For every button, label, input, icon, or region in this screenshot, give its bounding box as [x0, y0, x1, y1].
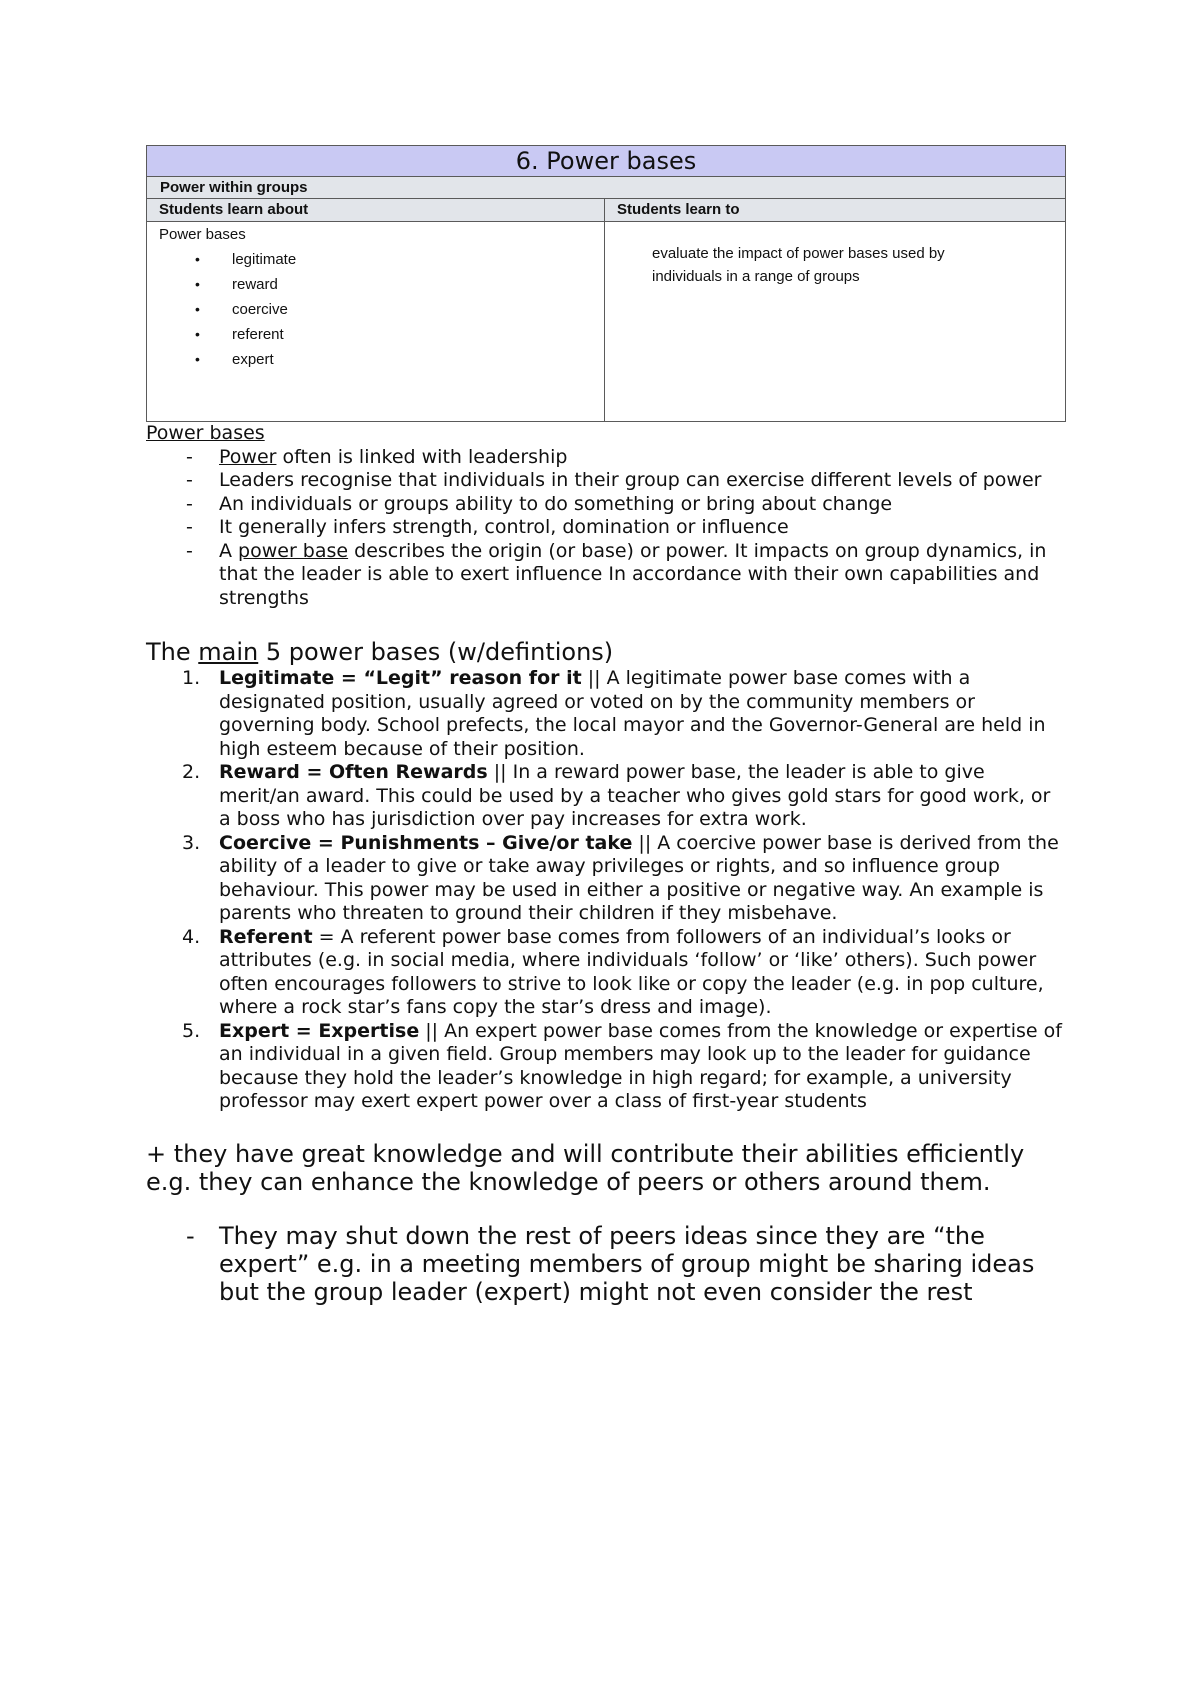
document-content — [146, 145, 1064, 1306]
list-item: • legitimate — [159, 247, 604, 272]
dash-marker: - — [186, 516, 193, 538]
list-item: - Power often is linked with leadership — [146, 446, 1064, 470]
bullet-icon: • — [195, 326, 200, 342]
col-learn-about-header: Students learn about — [147, 199, 605, 221]
power-bases-definitions — [146, 667, 1064, 1114]
list-item: • referent — [159, 322, 604, 347]
col-learn-to-header: Students learn to — [617, 201, 740, 218]
list-item: • reward — [159, 272, 604, 297]
list-item: 1. Legitimate = “Legit” reason for it || A legitimate power base comes with a designated position, usually agreed or voted on by the community members or governing body. School prefects, the local mayor and the Governor-General are held in high esteem because of their position. — [182, 667, 1046, 760]
list-item: 4. Referent = A referent power base comes from followers of an individual’s looks or attributes (e.g. in social media, where individuals ‘follow’ or ‘like’ others). Such power often encourages followers to strive to look like or copy the leader (e.g. in pop culture, where a rock star’s fans copy the star’s dress and image). — [182, 925, 1044, 1018]
expert-advantage: + they have great knowledge and will contribute their abilities efficiently e.g. they can enhance the knowledge of peers or others around them. — [146, 1139, 1025, 1196]
syllabus-table — [146, 145, 1066, 422]
list-item: 3. Coercive = Punishments – Give/or take || A coercive power base is derived from the ability of a leader to give or take away privileges or rights, and so influence group behaviour. This power may be used in either a positive or negative way. An example is parents who threaten to ground their children if they misbehave. — [182, 831, 1059, 924]
list-item: - A power base describes the origin (or base) or power. It impacts on group dynamics, in that the leader is able to exert influence In accordance with their own capabilities and strengths — [146, 540, 1064, 611]
bullet-icon: • — [195, 276, 200, 292]
learn-about-heading: Power bases — [159, 226, 246, 243]
list-item: • expert — [159, 347, 604, 372]
dash-marker: - — [186, 445, 193, 468]
list-item: - Leaders recognise that individuals in their group can exercise different levels of power — [146, 469, 1064, 493]
syllabus-subtitle: Power within groups — [147, 177, 1065, 199]
list-item: - An individuals or groups ability to do something or bring about change — [146, 493, 1064, 517]
bullet-icon: • — [195, 251, 200, 267]
learn-to-cell: evaluate the impact of power bases used by individuals in a range of groups — [652, 245, 945, 285]
dash-marker: - — [186, 469, 193, 491]
dash-marker: - — [186, 539, 193, 562]
list-item: 5. Expert = Expertise || An expert power base comes from the knowledge or expertise of an individual in a given field. Group members may look up to the leader for guidance because they hold the leader’s knowledge in high regard; for example, a university professor may exert expert power over a class of first-year students — [182, 1019, 1062, 1112]
list-item: - It generally infers strength, control, domination or influence — [146, 516, 1064, 540]
expert-disadvantage: - They may shut down the rest of peers ideas since they are “the expert” e.g. in a meeting members of group might be sharing ideas but the group leader (expert) might not even consider the rest — [146, 1222, 1064, 1306]
syllabus-title: 6. Power bases — [147, 146, 1065, 177]
main-power-bases-heading: The main 5 power bases (w/defintions) — [146, 638, 614, 666]
dash-marker: - — [186, 1221, 195, 1250]
syllabus-column-headers — [147, 199, 1065, 222]
bullet-icon: • — [195, 301, 200, 317]
syllabus-body — [147, 222, 1065, 421]
list-item: • coercive — [159, 297, 604, 322]
dash-marker: - — [186, 492, 193, 515]
power-bases-notes — [146, 422, 1064, 610]
learn-about-cell — [147, 222, 605, 421]
list-item: 2. Reward = Often Rewards || In a reward power base, the leader is able to give merit/an award. This could be used by a teacher who gives gold stars for good work, or a boss who has jurisdiction over pay increases for extra work. — [182, 761, 1051, 830]
bullet-icon: • — [195, 351, 200, 367]
notes-list — [146, 446, 1064, 611]
notes-heading: Power bases — [146, 422, 265, 444]
power-bases-list — [159, 247, 604, 372]
